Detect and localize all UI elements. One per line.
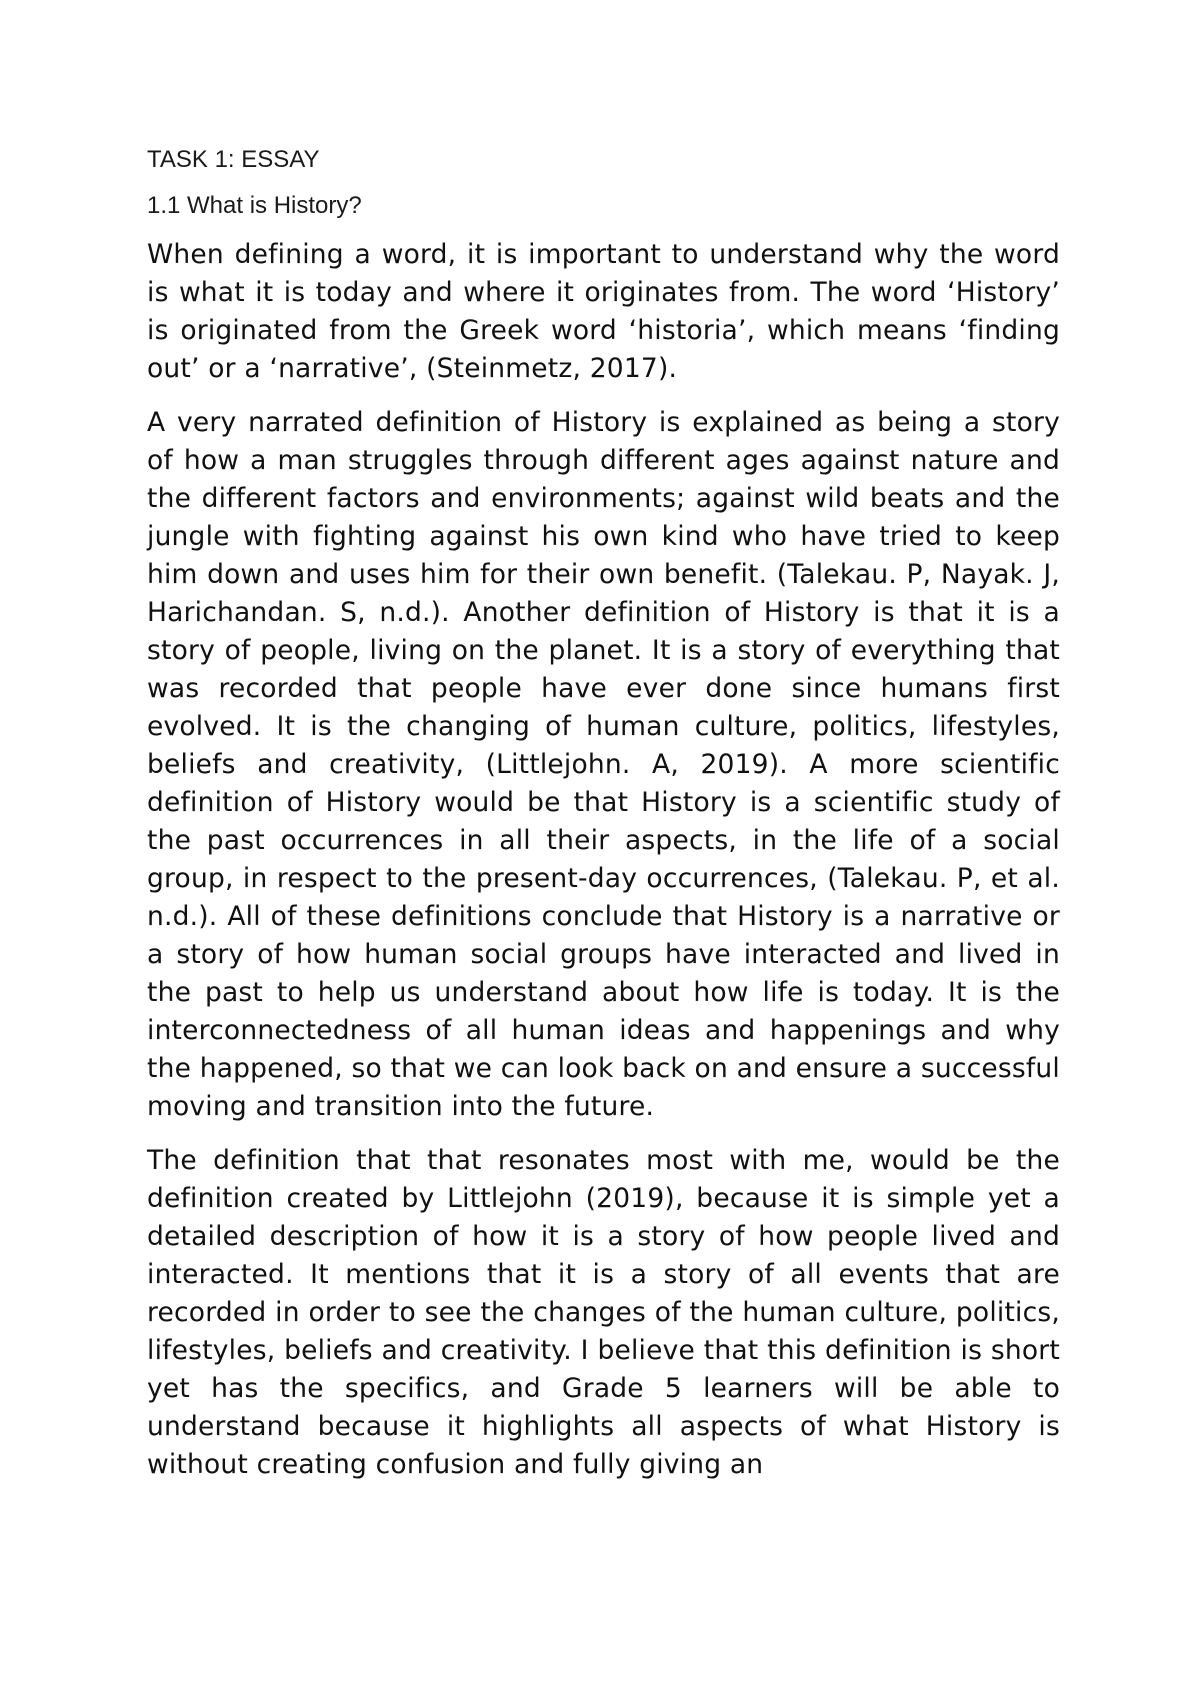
document-page [147, 146, 1060, 1500]
paragraph-preferred-definition: The definition that that resonates most with me, would be the definition created by Littlejohn (2019), because it is simple yet a detailed description of how it is a story of how people lived and interacted. It mentions that it is a story of all events that are recorded in order to see the changes of the human culture, politics, lifestyles, beliefs and creativity. I believe that this definition is short yet has the specifics, and Grade 5 learners will be able to understand because it highlights all aspects of what History is without creating confusion and fully giving an [147, 1145, 1060, 1480]
section-heading: 1.1 What is History? [147, 192, 362, 219]
paragraph-definitions: A very narrated definition of History is explained as being a story of how a man struggles through different ages against nature and the different factors and environments; against wild beats and the jungle with fighting against his own kind who have tried to keep him down and uses him for their own benefit. (Talekau. P, Nayak. J, Harichandan. S, n.d.). Another definition of History is that it is a story of people, living on the planet. It is a story of everything that was recorded that people have ever done since humans first evolved. It is the changing of human culture, politics, lifestyles, beliefs and creativity, (Littlejohn. A, 2019). A more scientific definition of History would be that History is a scientific study of the past occurrences in all their aspects, in the life of a social group, in respect to the present-day occurrences, (Talekau. P, et al. n.d.). All of these definitions conclude that History is a narrative or a story of how human social groups have interacted and lived in the past to help us understand about how life is today. It is the interconnectedness of all human ideas and happenings and why the happened, so that we can look back on and ensure a successful moving and transition into the future. [147, 407, 1060, 1122]
task-heading: TASK 1: ESSAY [147, 146, 320, 173]
paragraph-intro: When defining a word, it is important to understand why the word is what it is today and where it originates from. The word ‘History’ is originated from the Greek word ‘historia’, which means ‘finding out’ or a ‘narrative’, (Steinmetz, 2017). [147, 239, 1060, 384]
